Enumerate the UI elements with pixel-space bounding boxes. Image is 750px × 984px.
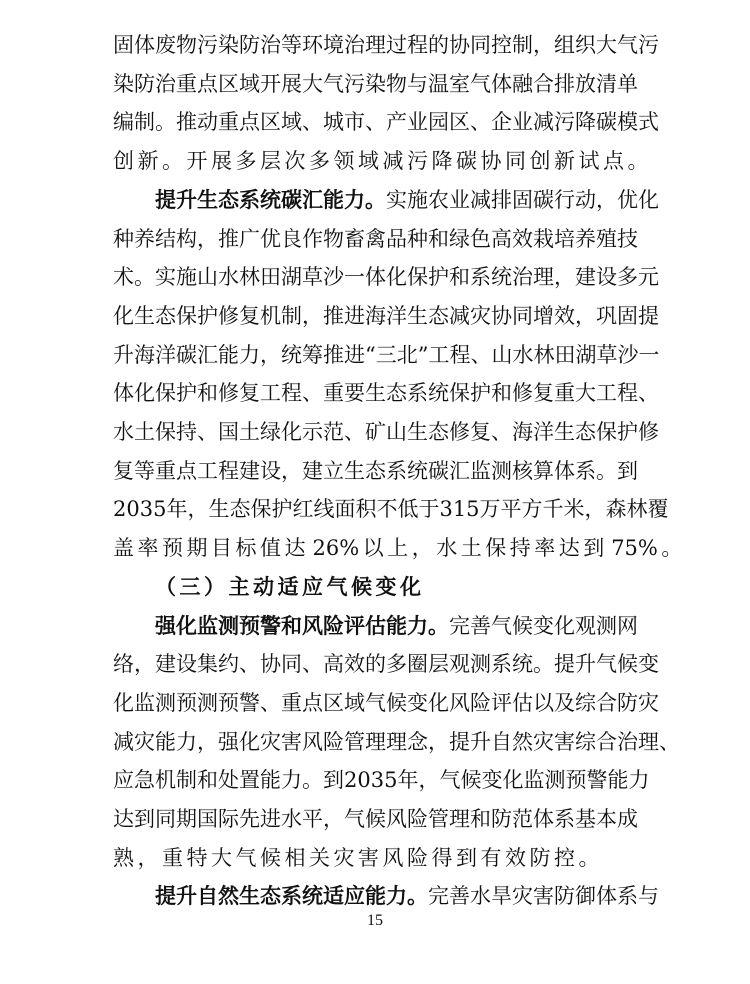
text-line: 化 监 测 预 测 预 警 、 重 点 区 域 气 候 变 化 风 险 评 估 以 及 综 合 防 灾 — [113, 690, 659, 715]
text-line: 编 制 。 推 动 重 点 区 域 、 城 市 、 产 业 园 区 、 企 业 减 污 降 碳 模 式 — [113, 110, 659, 135]
text-line: 种 养 结 构 ， 推 广 优 良 作 物 畜 禽 品 种 和 绿 色 高 效 栽 培 养 殖 技 — [113, 226, 638, 251]
text-line: 减 灾 能 力 ， 强 化 灾 害 风 险 管 理 理 念 ， 提 升 自 然 灾 害 综 合 治 理 、 — [113, 729, 680, 754]
text-line: 络 ， 建 设 集 约 、 协 同 、 高 效 的 多 圈 层 观 测 系 统 。 提 升 气 候 变 — [113, 652, 659, 677]
page-number: 15 — [367, 912, 383, 929]
text-line: 提 升 生 态 系 统 碳 汇 能 力 。 实 施 农 业 减 排 固 碳 行 动 ， 优 化 — [155, 186, 659, 212]
text-line: 复 等 重 点 工 程 建 设 ， 建 立 生 态 系 统 碳 汇 监 测 核 算 体 系 。 到 — [113, 458, 638, 483]
text-line: 创 新 。 开 展 多 层 次 多 领 域 减 污 降 碳 协 同 创 新 试 点 。 — [113, 149, 649, 174]
text-line: 盖 率 预 期 目 标 值 达 26% 以 上 ， 水 土 保 持 率 达 到 75% 。 — [113, 536, 683, 561]
text-line: 达 到 同 期 国 际 先 进 水 平 ， 气 候 风 险 管 理 和 防 范 体 系 基 本 成 — [113, 807, 638, 831]
text-line: 术 。 实 施 山 水 林 田 湖 草 沙 一 体 化 保 护 和 系 统 治 理 ， 建 设 多 元 — [113, 265, 659, 290]
text-line: （ 三 ） 主 动 适 应 气 候 变 化 — [155, 573, 421, 599]
text-line: 提 升 自 然 生 态 系 统 适 应 能 力 。 完 善 水 旱 灾 害 防 御 体 系 与 — [155, 883, 659, 909]
text-line: 应 急 机 制 和 处 置 能 力 。 到 2035 年 ， 气 候 变 化 监 测 预 警 能 力 — [113, 768, 650, 793]
text-line: 升 海 洋 碳 汇 能 力 ， 统 筹 推 进 “ 三 北 ” 工 程 、 山 水 林 田 湖 草 沙 一 — [113, 342, 660, 367]
text-line: 熟 ， 重 特 大 气 候 相 关 灾 害 风 险 得 到 有 效 防 控 。 — [113, 845, 600, 870]
text-line: 强 化 监 测 预 警 和 风 险 评 估 能 力 。 完 善 气 候 变 化 观 测 网 — [155, 612, 638, 638]
text-line: 体 化 保 护 和 修 复 工 程 、 重 要 生 态 系 统 保 护 和 修 复 重 大 工 程 、 — [113, 381, 659, 406]
text-line: 固 体 废 物 污 染 防 治 等 环 境 治 理 过 程 的 协 同 控 制 ， 组 织 大 气 污 — [113, 33, 659, 57]
text-line: 2035 年 ， 生 态 保 护 红 线 面 积 不 低 于 315 万 平 方 千 米 ， 森 林 覆 — [113, 497, 669, 522]
text-line: 染 防 治 重 点 区 域 开 展 大 气 污 染 物 与 温 室 气 体 融 合 排 放 清 单 — [113, 71, 638, 96]
text-line: 化 生 态 保 护 修 复 机 制 ， 推 进 海 洋 生 态 减 灾 协 同 增 效 ， 巩 固 提 — [113, 303, 659, 328]
text-line: 水 土 保 持 、 国 土 绿 化 示 范 、 矿 山 生 态 修 复 、 海 洋 生 态 保 护 修 — [113, 420, 659, 444]
